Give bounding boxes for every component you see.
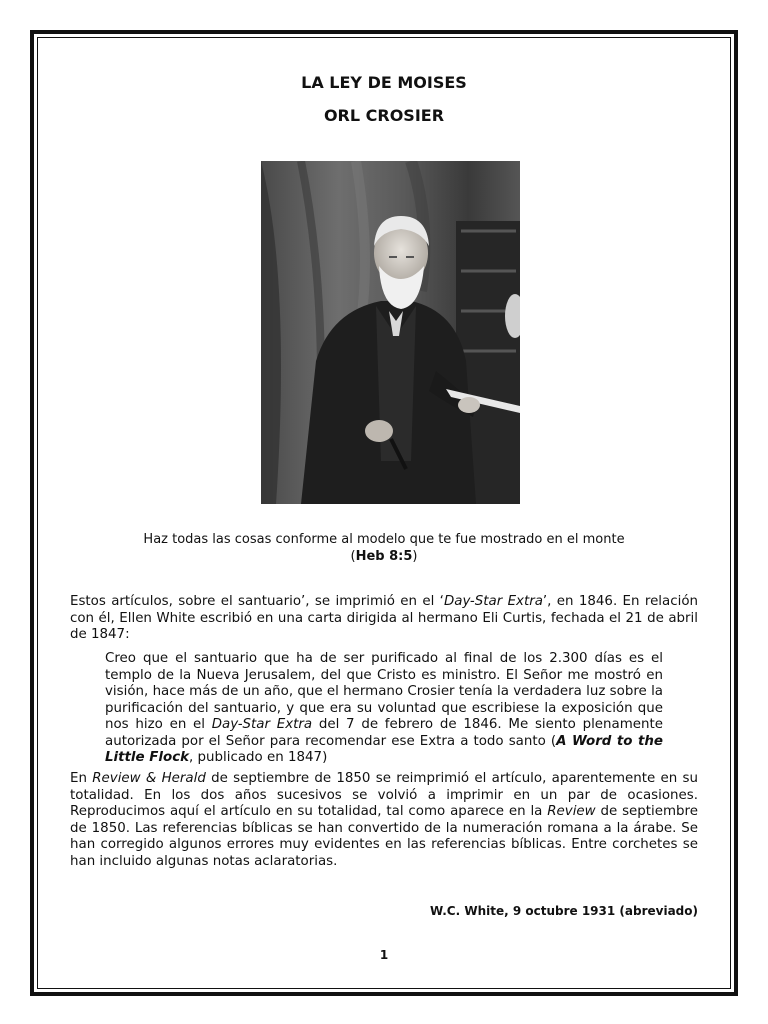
signature: W.C. White, 9 octubre 1931 (abreviado): [429, 904, 698, 918]
paragraph-intro: [70, 594, 698, 644]
paragraph-history: [70, 771, 698, 870]
paragraph-intro-a: Estos artículos, sobre el santuario’, se imprimió en el ‘: [70, 594, 444, 609]
paragraph-history-e: de septiembre de 1850. Las referencias bíblicas se han convertido de la numeración romana a la árabe. Se han corregido algunos errores muy evidentes en las referencias bíblicas. Entre corchetes se han incluido algunas notas aclaratorias.: [70, 804, 699, 869]
paragraph-history-italic-2: Review: [547, 804, 596, 819]
portrait-photo: [261, 161, 520, 504]
epigraph-reference: Heb 8:5: [355, 549, 413, 564]
epigraph-ref-close: ): [412, 549, 418, 564]
quote-e: , publicado en 1847): [189, 750, 328, 765]
paragraph-intro-italic: Day-Star Extra: [443, 594, 543, 609]
page-number: 1: [379, 948, 389, 962]
quote-c: del 7 de febrero de 1846. Me siento plenamente autorizada por el Señor para recomendar ese Extra a todo santo (: [105, 717, 663, 749]
document-title: LA LEY DE MOISES: [301, 73, 467, 92]
document-author: ORL CROSIER: [323, 106, 445, 125]
epigraph-text: Haz todas las cosas conforme al modelo que te fue mostrado en el monte: [143, 532, 625, 547]
block-quote: [105, 651, 663, 767]
quote-italic: Day-Star Extra: [211, 717, 313, 732]
epigraph-ref-open: (: [350, 549, 356, 564]
paragraph-history-a: En: [70, 771, 93, 786]
epigraph-reference-line: [60, 548, 708, 565]
paragraph-history-c: de septiembre de 1850 se reimprimió el artículo, aparentemente en su totalidad. En los dos años sucesivos se volvió a imprimir en un par de ocasiones. Reproducimos aquí el artículo en su totalidad, tal como aparece en la: [70, 771, 698, 819]
quote-a: Creo que el santuario que ha de ser purificado al final de los 2.300 días es el templo de la Nueva Jerusalem, del que Cristo es ministro. El Señor me mostró en visión, hace más de un año, que el hermano Crosier tenía la verdadera luz sobre la purificación del santuario, y que era su voluntad que escribiese la exposición que nos hizo en el: [105, 651, 663, 732]
epigraph: [60, 531, 708, 565]
paragraph-history-italic-1: Review & Herald: [92, 771, 206, 786]
quote-bold-italic: A Word to the Little Flock: [105, 733, 663, 765]
paragraph-intro-c: ’, en 1846. En relación con él, Ellen White escribió en una carta dirigida al hermano Eli Curtis, fechada el 21 de abril de 1847:: [70, 594, 698, 642]
